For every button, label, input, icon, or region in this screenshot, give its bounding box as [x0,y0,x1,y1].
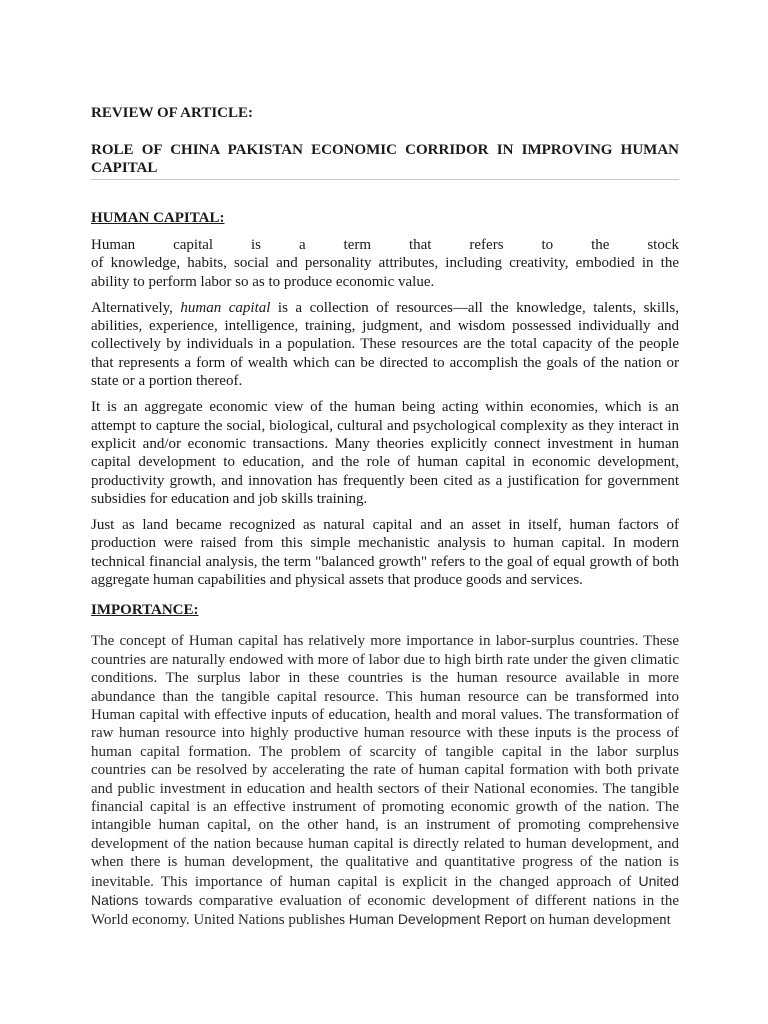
paragraph-line: Human capital is a term that refers to the stock [91,237,679,253]
review-title: REVIEW OF ARTICLE: [91,105,254,121]
paragraph-human-capital-definition [91,236,679,291]
section-heading-importance: IMPORTANCE: [91,602,199,619]
section-heading-human-capital: HUMAN CAPITAL: [91,210,225,226]
paragraph-aggregate-view: It is an aggregate economic view of the human being acting within economies, which is an attempt to capture the social, biological, cultural and psychological complexity as they interact in explicit and/or economic transactions. Many theories explicitly connect investment in human capital development to education, and the role of human capital in economic development, productivity growth, and innovation has frequently been cited as a justification for government subsidies for education and job skills training. [91,399,679,507]
paragraph-importance [91,632,679,930]
article-title: ROLE OF CHINA PAKISTAN ECONOMIC CORRIDOR IN IMPROVING HUMAN CAPITAL [91,141,679,180]
paragraph-text: of knowledge, habits, social and personality attributes, including creativity, embodied in the ability to perform labor so as to produce economic value. [91,255,679,290]
paragraph-alternatively [91,299,679,390]
italic-term: human capital [180,299,271,316]
paragraph-text: towards comparative evaluation of economic development of different nations in the World economy. United Nations publishes [91,893,679,929]
paragraph-text: Alternatively, [91,299,173,316]
human-development-report-link[interactable]: Human Development Report [348,911,527,928]
paragraph-text: on human development [529,912,671,929]
paragraph-land-natural-capital: Just as land became recognized as natural capital and an asset in itself, human factors of production were raised from this simple mechanistic analysis to human capital. In modern technical financial analysis, the term "balanced growth" refers to the goal of equal growth of both aggregate human capabilities and physical assets that produce goods and services. [91,517,679,589]
paragraph-text: The concept of Human capital has relatively more importance in labor-surplus countries. These countries are naturally endowed with more of labor due to high birth rate under the given climatic conditions. The surplus labor in these countries is the human resource available in more abundance than the tangible capital resource. This human resource can be transformed into Human capital with effective inputs of education, health and moral values. The transformation of raw human resource into highly productive human resource with these inputs is the process of human capital formation. The problem of scarcity of tangible capital in the labor surplus countries can be resolved by accelerating the rate of human capital formation with both private and public investment in education and health sectors of their National economies. The tangible financial capital is an effective instrument of promoting economic growth of the nation. The intangible human capital, on the other hand, is an instrument of promoting comprehensive development of the nation because human capital is directly related to human development, and when there is human development, the qualitative and quantitative progress of the nation is inevitable. This importance of human capital is explicit in the changed approach of [91,633,679,890]
paragraph-text: is a collection of resources—all the knowledge, talents, skills, abilities, experience, intelligence, training, judgment, and wisdom possessed individually and collectively by individuals in a population. These resources are the total capacity of the people that represents a form of wealth which can be directed to accomplish the goals of the nation or state or a portion thereof. [91,299,680,390]
united-nations-link[interactable]: United Nations [91,872,679,909]
